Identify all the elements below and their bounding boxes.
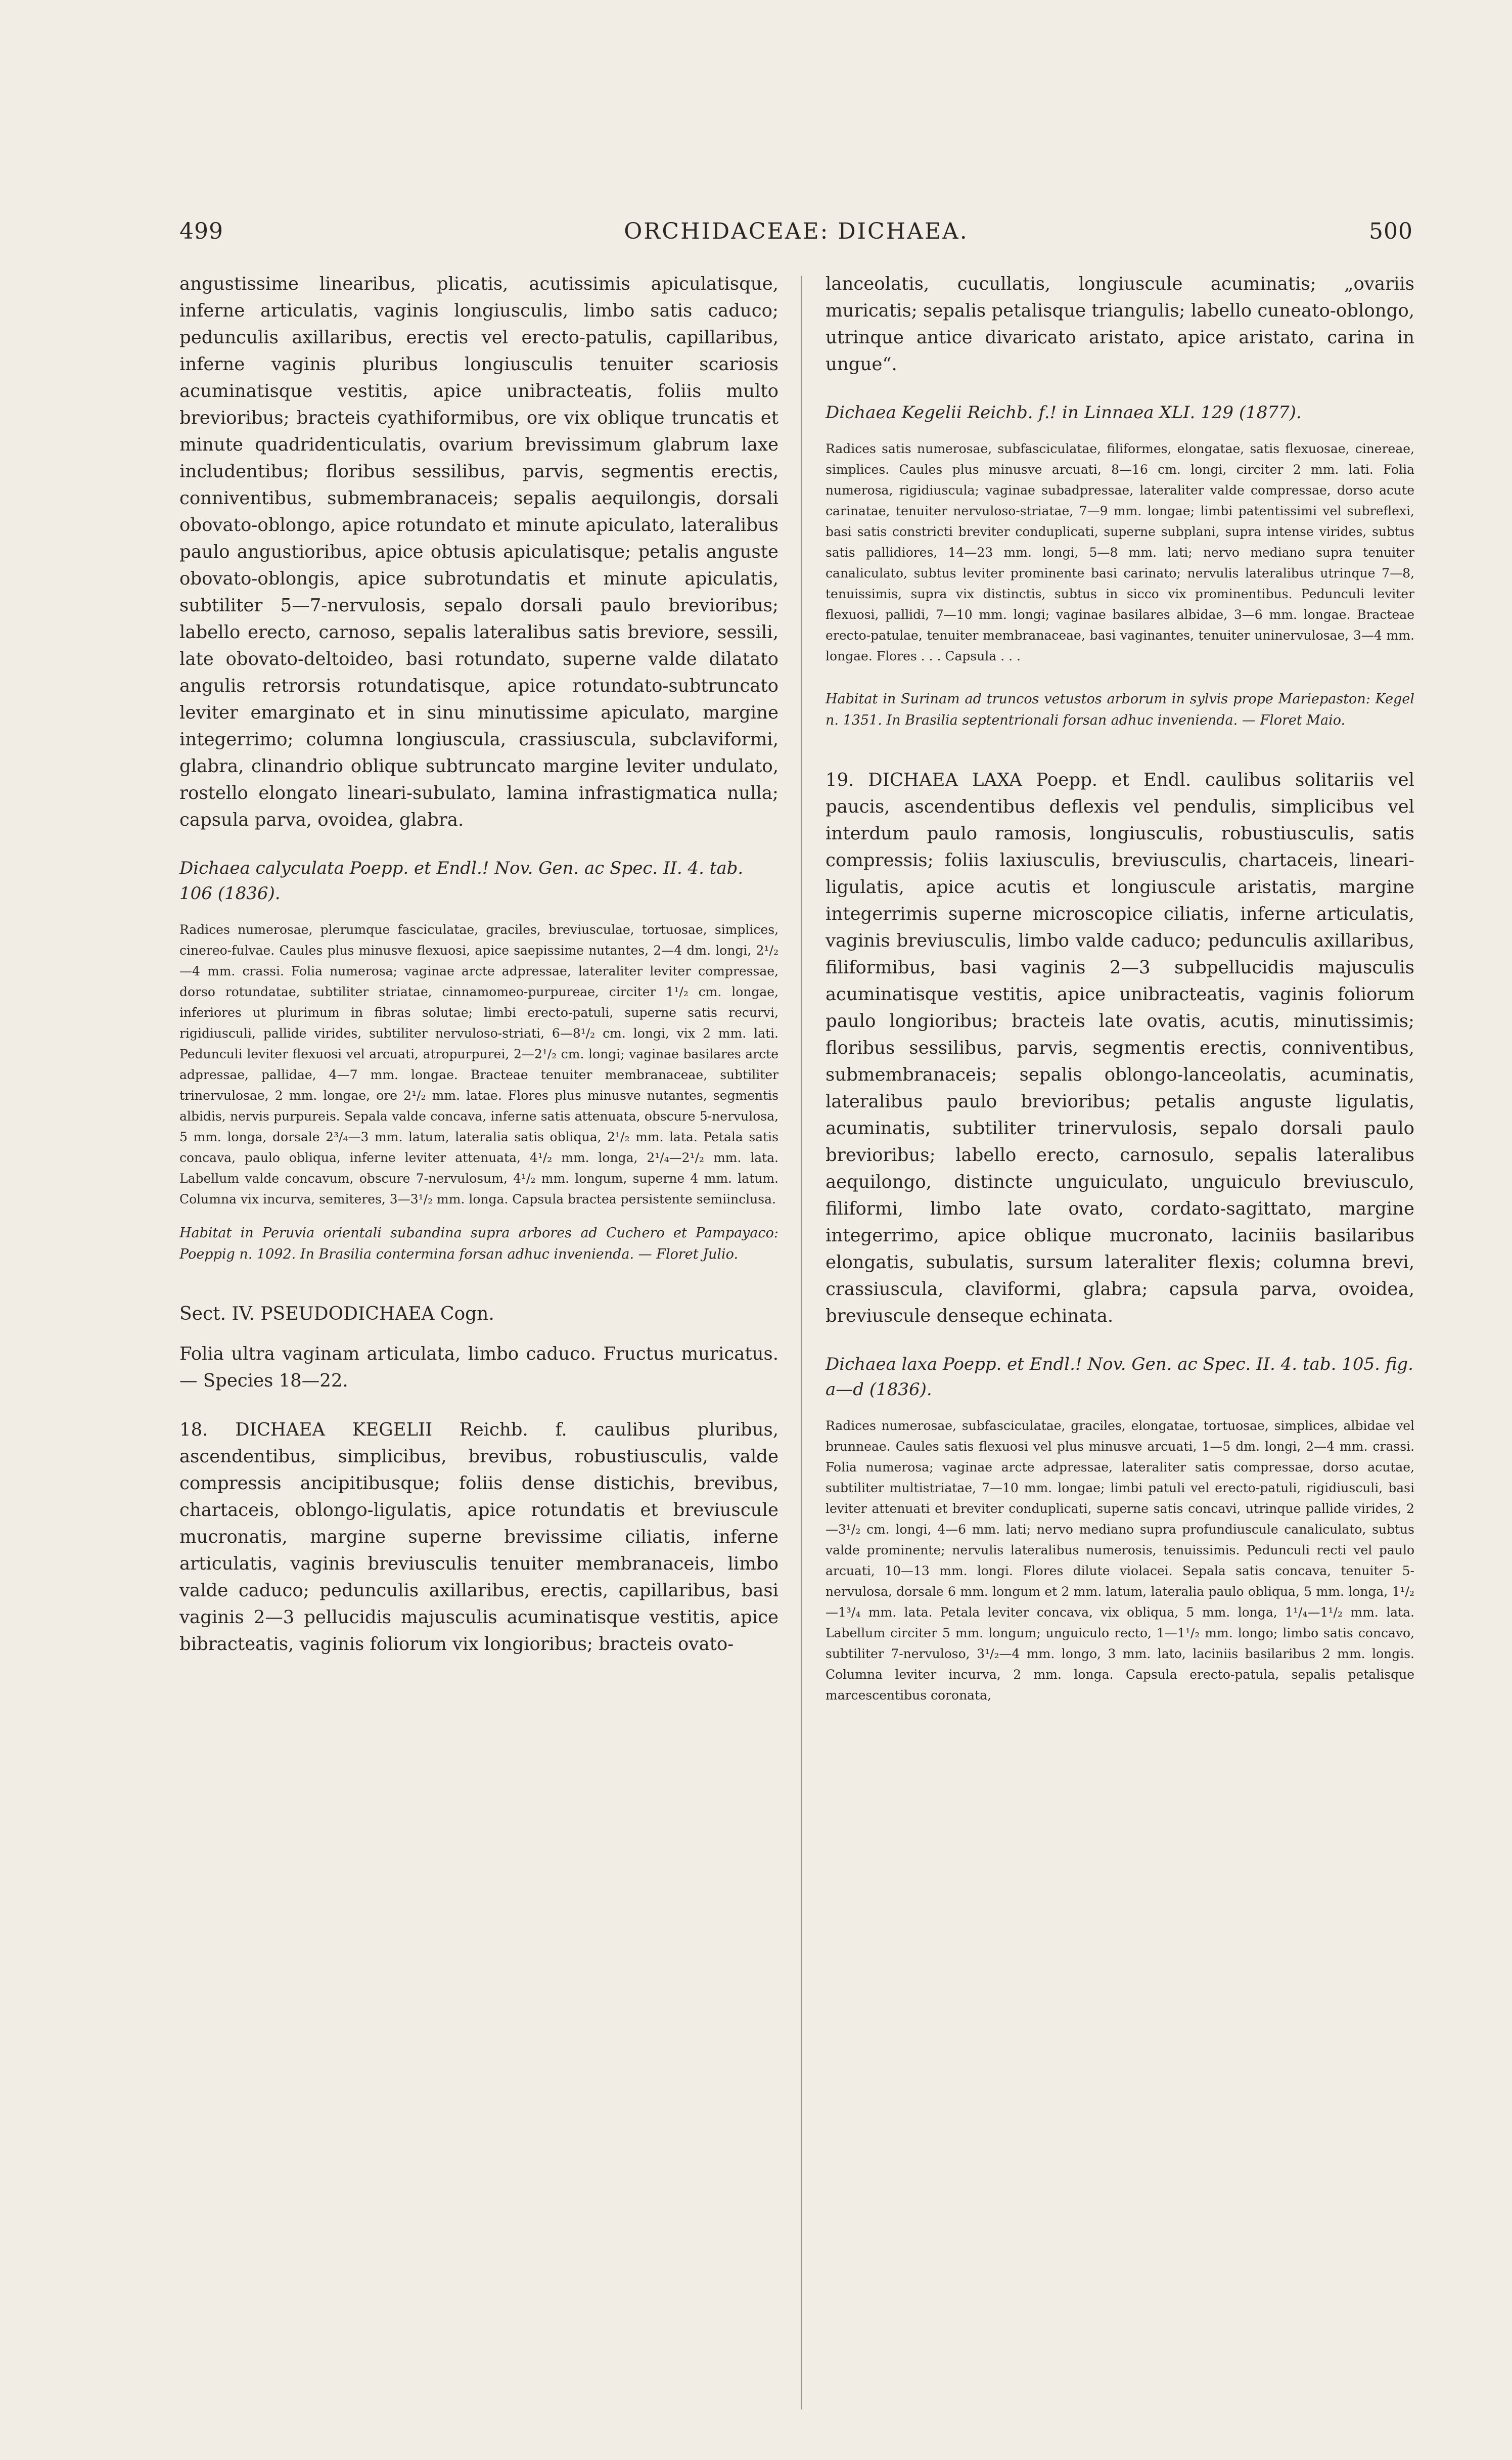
species-18-continued: lanceolatis, cucullatis, longiuscule acuminatis; „ovariis muricatis; sepalis petalisque triangulis; labello cuneato-oblongo, utrinque antice divaricato aristato, apice aristato, carina in ungue“. (826, 274, 1414, 375)
detailed-description-laxa: Radices numerosae, subfasciculatae, graciles, elongatae, tortuosae, simplices, albidae vel brunneae. Caules satis flexuosi vel plus minusve arcuati, 1—5 dm. longi, 2—4 mm. crassi. Folia numerosa; vaginae arcte adpressae, lateraliter satis compressae, dorso acutae, subtiliter multistriatae, 7—10 mm. longae; limbi patuli vel erecto-patuli, rigidiusculi, basi leviter attenuati et breviter conduplicati, superne satis concavi, utrinque pallide virides, 2—3¹/₂ cm. longi, 4—6 mm. lati; nervo mediano supra profundiuscule canaliculato, subtus valde prominente; nervulis lateralibus numerosis, tenuissimis. Pedunculi recti vel paulo arcuati, 10—13 mm. longi. Flores dilute violacei. Sepala satis concava, tenuiter 5-nervulosa, dorsale 6 mm. longum et 2 mm. latum, lateralia paulo obliqua, 5 mm. longa, 1¹/₂—1³/₄ mm. lata. Petala leviter concava, vix obliqua, 5 mm. longa, 1¹/₄—1¹/₂ mm. lata. Labellum circiter 5 mm. longum; unguiculo recto, 1—1¹/₂ mm. longo; limbo satis concavo, subtiliter 7-nervuloso, 3¹/₂—4 mm. longo, 3 mm. lato, laciniis basilaribus 2 mm. longis. Columna leviter incurva, 2 mm. longa. Capsula erecto-patula, sepalis petalisque marcescentibus coronata, (826, 1418, 1414, 1703)
page-number-right: 500 (1369, 218, 1413, 244)
page-number-left: 499 (179, 218, 223, 244)
section-heading: Sect. IV. PSEUDODICHAEA Cogn. (179, 1304, 494, 1324)
citation-kegelii: Dichaea Kegelii Reichb. f.! in Linnaea XLI. 129 (1877). (826, 402, 1302, 423)
habitat-calyculata: Habitat in Peruvia orientali subandina supra arbores ad Cuchero et Pampayaco: Poeppig n. 1092. In Brasilia contermina forsan adhuc invenienda. — Floret Julio. (179, 1225, 778, 1262)
column-divider (801, 276, 802, 2409)
running-head-title: ORCHIDACEAE: DICHAEA. (624, 218, 969, 244)
right-column (826, 271, 1414, 1706)
species-description-continued: angustissime linearibus, plicatis, acutissimis apiculatisque, inferne articulatis, vaginis longiusculis, limbo satis caduco; pedunculis axillaribus, erectis vel erecto-patulis, capillaribus, inferne vaginis pluribus longiusculis tenuiter scariosis acuminatisque vestitis, apice unibracteatis, foliis multo brevioribus; bracteis cyathiformibus, ore vix oblique truncatis et minute quadridenticulatis, ovarium brevissimum glabrum laxe includentibus; floribus sessilibus, parvis, segmentis erectis, conniventibus, submembranaceis; sepalis aequilongis, dorsali obovato-oblongo, apice rotundato et minute apiculato, lateralibus paulo angustioribus, apice obtusis apiculatisque; petalis anguste obovato-oblongis, apice subrotundatis et minute apiculatis, subtiliter 5—7-nervulosis, sepalo dorsali paulo brevioribus; labello erecto, carnoso, sepalis lateralibus satis breviore, sessili, late obovato-deltoideo, basi rotundato, superne valde dilatato angulis retrorsis rotundatisque, apice rotundato-subtruncato leviter emarginato et in sinu minutissime apiculato, margine integerrimo; columna longiuscula, crassiuscula, subclaviformi, glabra, clinandrio oblique subtruncato margine leviter undulato, rostello elongato lineari-subulato, lamina infrastigmatica nulla; capsula parva, ovoidea, glabra. (179, 274, 778, 830)
left-column (179, 271, 778, 1658)
habitat-kegelii: Habitat in Surinam ad truncos vetustos arborum in sylvis prope Mariepaston: Kegel n. 1351. In Brasilia septentrionali forsan adhuc invenienda. — Floret Maio. (826, 691, 1414, 728)
citation-laxa: Dichaea laxa Poepp. et Endl.! Nov. Gen. ac Spec. II. 4. tab. 105. fig. a—d (1836). (826, 1354, 1413, 1400)
section-diagnosis: Folia ultra vaginam articulata, limbo caduco. Fructus muricatus. — Species 18—22. (179, 1344, 778, 1391)
species-19-laxa: 19. DICHAEA LAXA Poepp. et Endl. caulibus solitariis vel paucis, ascendentibus deflexis vel pendulis, simplicibus vel interdum paulo ramosis, longiusculis, robustiusculis, satis compressis; foliis laxiusculis, breviusculis, chartaceis, lineari-ligulatis, apice acutis et longiuscule aristatis, margine integerrimis superne microscopice ciliatis, inferne articulatis, vaginis breviusculis, limbo valde caduco; pedunculis axillaribus, filiformibus, basi vaginis 2—3 subpellucidis majusculis acuminatisque vestitis, apice unibracteatis, vaginis foliorum paulo longioribus; bracteis late ovatis, acutis, minutissimis; floribus sessilibus, parvis, segmentis erectis, conniventibus, submembranaceis; sepalis oblongo-lanceolatis, acuminatis, lateralibus paulo brevioribus; petalis anguste ligulatis, acuminatis, subtiliter trinervulosis, sepalo dorsali paulo brevioribus; labello erecto, carnosulo, sepalis lateralibus aequilongo, distincte unguiculato, unguiculo breviusculo, filiformi, limbo late ovato, cordato-sagittato, margine integerrimo, apice oblique mucronato, laciniis basilaribus elongatis, subulatis, sursum lateraliter flexis; columna brevi, crassiuscula, claviformi, glabra; capsula parva, ovoidea, breviuscule denseque echinata. (826, 770, 1414, 1326)
detailed-description-calyculata: Radices numerosae, plerumque fasciculatae, graciles, breviusculae, tortuosae, simplices, cinereo-fulvae. Caules plus minusve flexuosi, apice saepissime nutantes, 2—4 dm. longi, 2¹/₂—4 mm. crassi. Folia numerosa; vaginae arcte adpressae, lateraliter leviter compressae, dorso rotundatae, subtiliter striatae, cinnamomeo-purpureae, circiter 1¹/₂ cm. longae, inferiores ut plurimum in fibras solutae; limbi erecto-patuli, superne satis recurvi, rigidiusculi, pallide virides, subtiliter nervuloso-striati, 6—8¹/₂ cm. longi, vix 2 mm. lati. Pedunculi leviter flexuosi vel arcuati, atropurpurei, 2—2¹/₂ cm. longi; vaginae basilares arcte adpressae, pallidae, 4—7 mm. longae. Bracteae tenuiter membranaceae, subtiliter trinervulosae, 2 mm. longae, ore 2¹/₂ mm. latae. Flores plus minusve nutantes, segmentis albidis, nervis purpureis. Sepala valde concava, inferne satis attenuata, obscure 5-nervulosa, 5 mm. longa, dorsale 2³/₄—3 mm. latum, lateralia satis obliqua, 2¹/₂ mm. lata. Petala satis concava, paulo obliqua, inferne leviter attenuata, 4¹/₂ mm. longa, 2¹/₄—2¹/₂ mm. lata. Labellum valde concavum, obscure 7-nervulosum, 4¹/₂ mm. longum, superne 4 mm. latum. Columna vix incurva, semiteres, 3—3¹/₂ mm. longa. Capsula bractea persistente semiinclusa. (179, 922, 778, 1206)
citation-calyculata: Dichaea calyculata Poepp. et Endl.! Nov. Gen. ac Spec. II. 4. tab. 106 (1836). (179, 858, 744, 904)
species-18-kegelii: 18. DICHAEA KEGELII Reichb. f. caulibus pluribus, ascendentibus, simplicibus, brevibus, robustiusculis, valde compressis ancipitibusque; foliis dense distichis, brevibus, chartaceis, oblongo-ligulatis, apice rotundatis et breviuscule mucronatis, margine superne brevissime ciliatis, inferne articulatis, vaginis breviusculis tenuiter membranaceis, limbo valde caduco; pedunculis axillaribus, erectis, capillaribus, basi vaginis 2—3 pellucidis majusculis acuminatisque vestitis, apice bibracteatis, vaginis foliorum vix longioribus; bracteis ovato- (179, 1419, 778, 1654)
running-head (179, 218, 1413, 249)
detailed-description-kegelii: Radices satis numerosae, subfasciculatae, filiformes, elongatae, satis flexuosae, cinereae, simplices. Caules plus minusve arcuati, 8—16 cm. longi, circiter 2 mm. lati. Folia numerosa, rigidiuscula; vaginae subadpressae, lateraliter valde compressae, dorso acute carinatae, tenuiter nervuloso-striatae, 7—9 mm. longae; limbi patentissimi vel subreflexi, basi satis constricti breviter conduplicati, superne subplani, supra intense virides, subtus satis pallidiores, 14—23 mm. longi, 5—8 mm. lati; nervo mediano supra tenuiter canaliculato, subtus leviter prominente basi carinato; nervulis lateralibus utrinque 7—8, tenuissimis, supra vix distinctis, subtus in sicco vix prominentibus. Pedunculi leviter flexuosi, pallidi, 7—10 mm. longi; vaginae basilares albidae, 3—6 mm. longae. Bracteae erecto-patulae, tenuiter membranaceae, basi vaginantes, tenuiter uninervulosae, 3—4 mm. longae. Flores . . . Capsula . . . (826, 441, 1414, 663)
